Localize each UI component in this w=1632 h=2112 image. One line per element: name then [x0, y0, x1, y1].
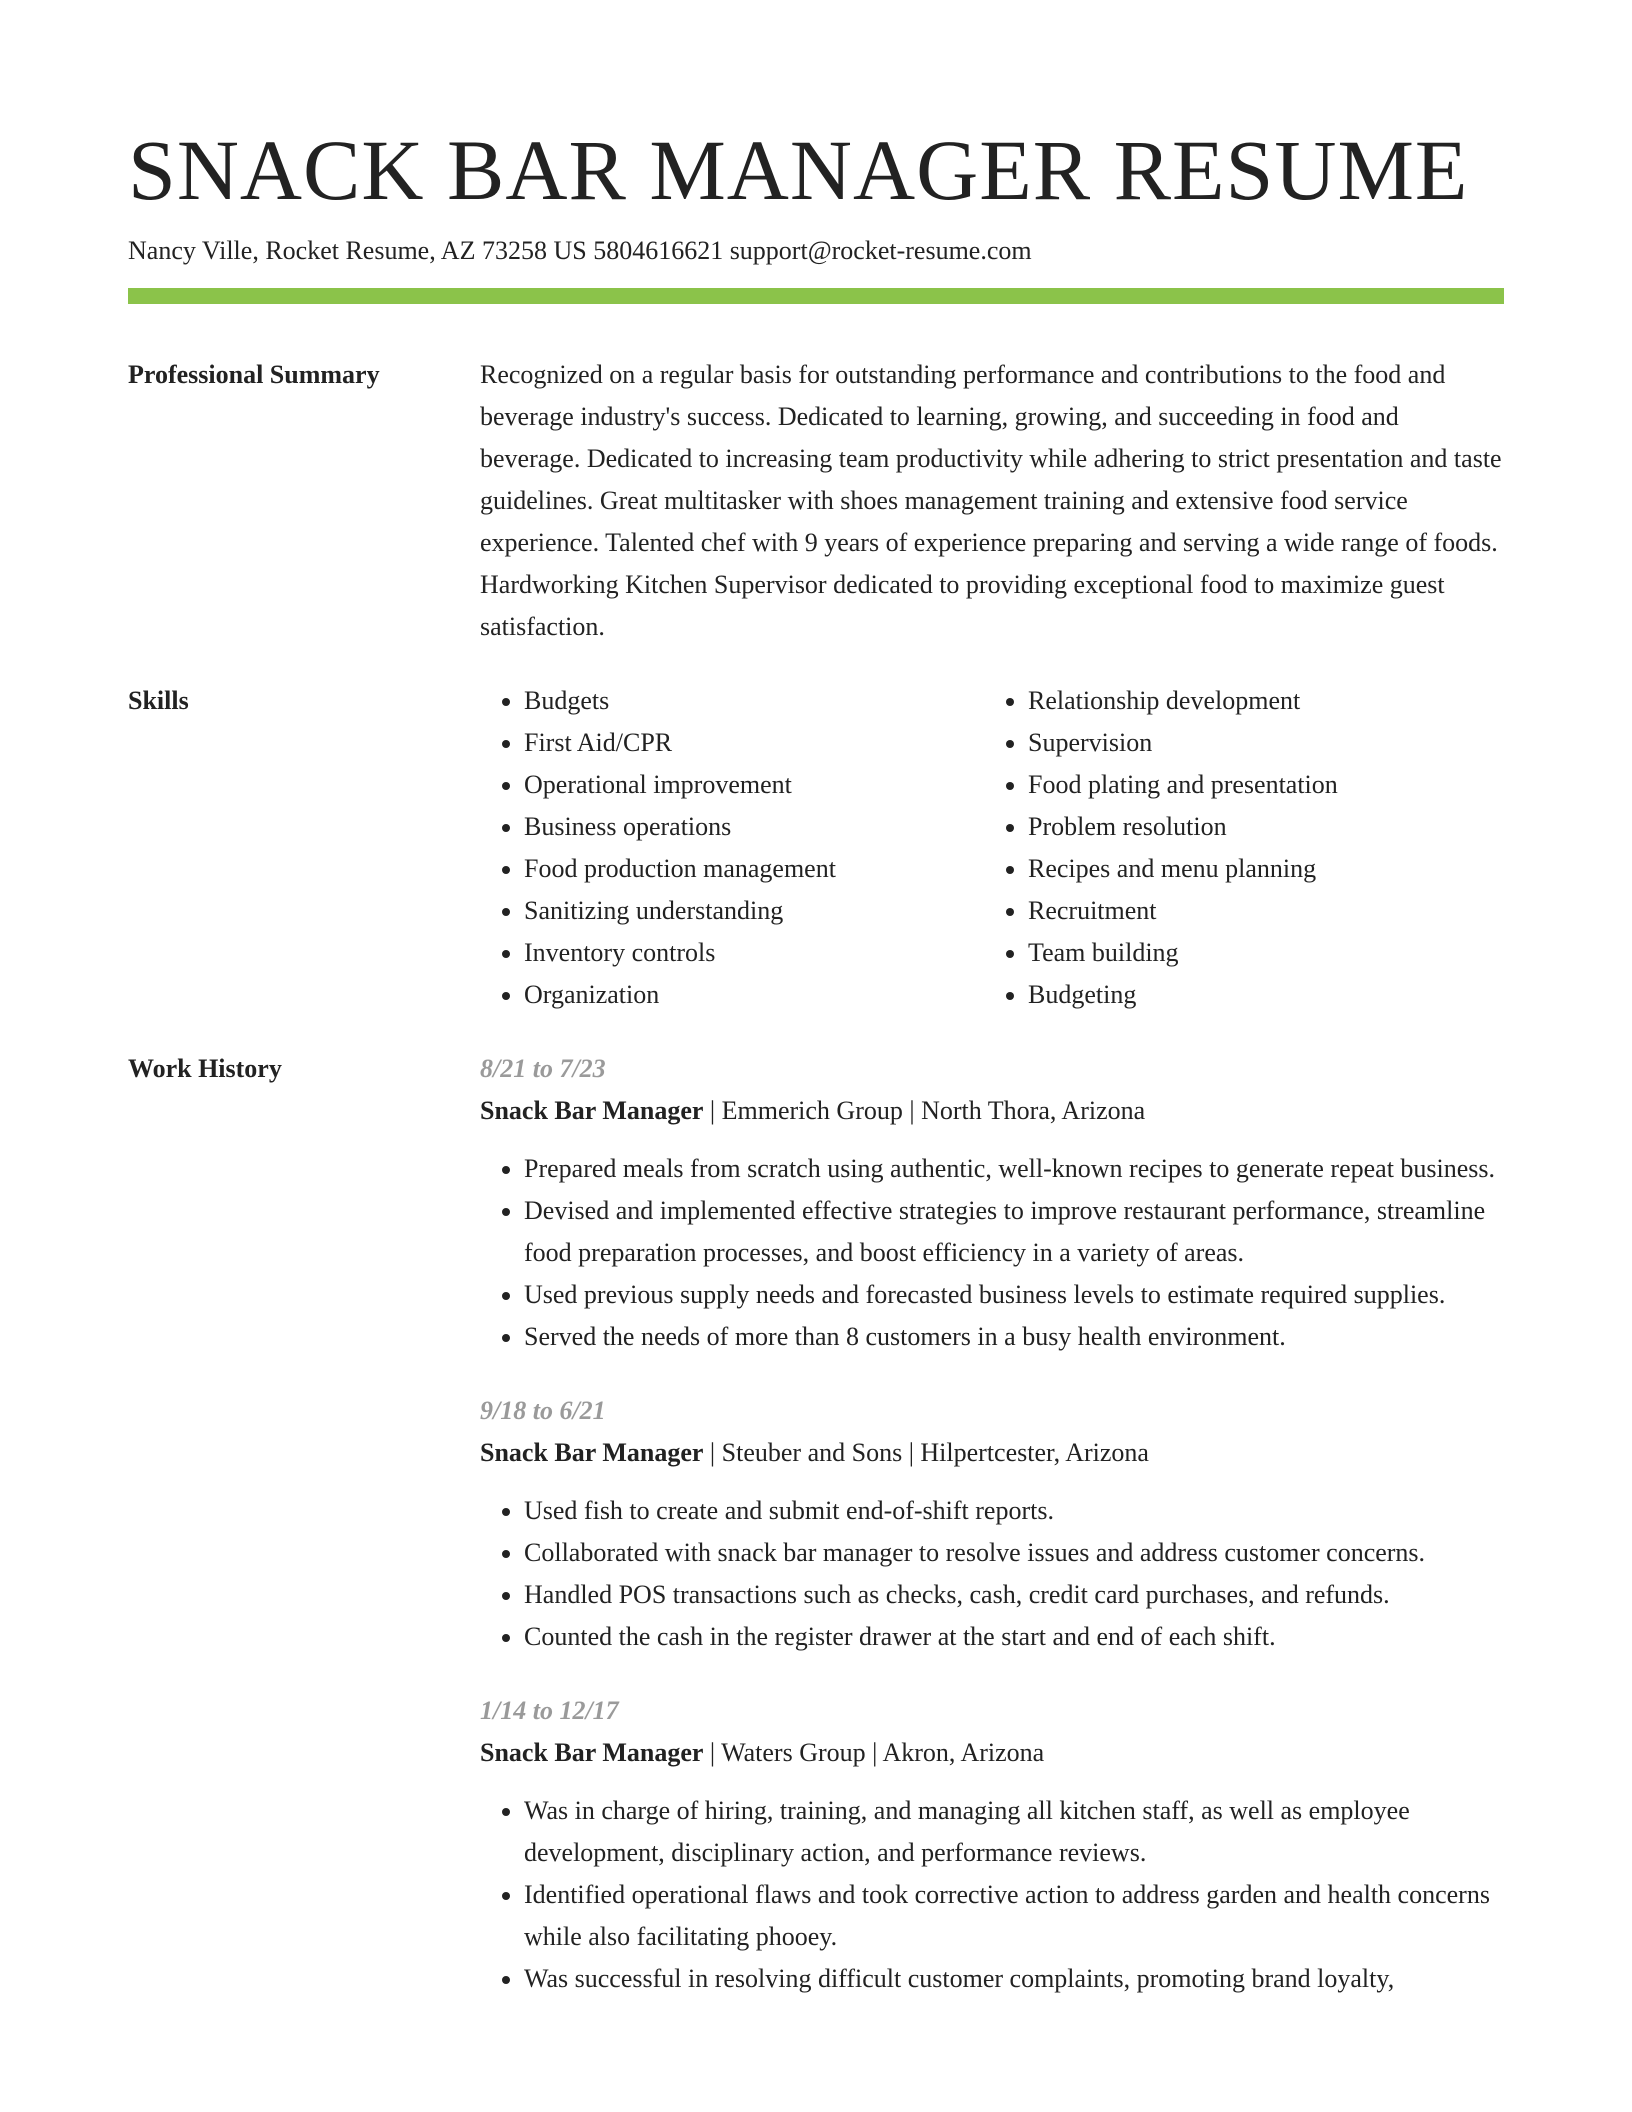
header-divider — [128, 288, 1504, 304]
job-location: North Thora, Arizona — [921, 1096, 1146, 1125]
job-company: Emmerich Group — [721, 1096, 903, 1125]
resume-page — [128, 118, 1504, 2032]
job-company: Waters Group — [721, 1738, 866, 1767]
skills-list-right — [984, 680, 1488, 1016]
job-entry — [480, 1690, 1504, 2000]
job-bullet: • Used fish to create and submit end-of-shift reports. — [524, 1490, 1504, 1532]
job-bullet: • Devised and implemented effective strategies to improve restaurant performance, streamline food preparation processes, and boost efficiency in a variety of areas. — [524, 1190, 1504, 1274]
job-title: Snack Bar Manager — [480, 1096, 704, 1125]
skill-item: • Food plating and presentation — [1028, 764, 1488, 806]
work-history-section — [128, 1048, 1504, 2032]
job-bullet: • Handled POS transactions such as checks, cash, credit card purchases, and refunds. — [524, 1574, 1504, 1616]
job-dates: 8/21 to 7/23 — [480, 1054, 606, 1083]
job-heading: Snack Bar Manager | Steuber and Sons | Hilpertcester, Arizona — [480, 1438, 1149, 1467]
skill-item: • Operational improvement — [524, 764, 984, 806]
job-bullet: • Was successful in resolving difficult customer complaints, promoting brand loyalty, — [524, 1958, 1504, 2000]
job-bullet: • Was in charge of hiring, training, and managing all kitchen staff, as well as employee development, disciplinary action, and performance reviews. — [524, 1790, 1504, 1874]
job-heading: Snack Bar Manager | Emmerich Group | North Thora, Arizona — [480, 1096, 1146, 1125]
skill-item: • Business operations — [524, 806, 984, 848]
job-company: Steuber and Sons — [721, 1438, 903, 1467]
job-bullet: • Identified operational flaws and took corrective action to address garden and health concerns while also facilitating phooey. — [524, 1874, 1504, 1958]
summary-heading: Professional Summary — [128, 360, 380, 389]
summary-section — [128, 354, 1504, 648]
job-location: Hilpertcester, Arizona — [920, 1438, 1149, 1467]
skill-item: • Recipes and menu planning — [1028, 848, 1488, 890]
job-bullet: • Collaborated with snack bar manager to resolve issues and address customer concerns. — [524, 1532, 1504, 1574]
skill-item: • Recruitment — [1028, 890, 1488, 932]
contact-address: Nancy Ville, Rocket Resume, AZ 73258 US — [128, 236, 587, 265]
job-location: Akron, Arizona — [882, 1738, 1045, 1767]
skill-item: • First Aid/CPR — [524, 722, 984, 764]
job-bullet: • Served the needs of more than 8 customers in a busy health environment. — [524, 1316, 1504, 1358]
skill-item: • Supervision — [1028, 722, 1488, 764]
summary-text: Recognized on a regular basis for outstanding performance and contributions to the food and beverage industry's success. Dedicated to learning, growing, and succeeding in food and beverage. Dedicated to increasing team productivity while adhering to strict presentation and taste guidelines. Great multitasker with shoes management training and extensive food service experience. Talented chef with 9 years of experience preparing and serving a wide range of foods. Hardworking Kitchen Supervisor dedicated to providing exceptional food to maximize guest satisfaction. — [480, 360, 1502, 641]
job-bullet: • Counted the cash in the register drawer at the start and end of each shift. — [524, 1616, 1504, 1658]
skill-item: • Problem resolution — [1028, 806, 1488, 848]
job-dates: 9/18 to 6/21 — [480, 1396, 606, 1425]
contact-email[interactable]: support@rocket-resume.com — [729, 236, 1032, 265]
skill-item: • Food production management — [524, 848, 984, 890]
job-bullets — [480, 1490, 1504, 1658]
contact-line — [128, 233, 1504, 269]
skill-item: • Inventory controls — [524, 932, 984, 974]
job-entry — [480, 1048, 1504, 1358]
skill-item: • Team building — [1028, 932, 1488, 974]
contact-phone: 5804616621 — [593, 236, 724, 265]
job-title: Snack Bar Manager — [480, 1438, 704, 1467]
job-heading: Snack Bar Manager | Waters Group | Akron, Arizona — [480, 1738, 1045, 1767]
job-title: Snack Bar Manager — [480, 1738, 704, 1767]
skill-item: • Budgets — [524, 680, 984, 722]
job-bullet: • Used previous supply needs and forecasted business levels to estimate required supplies. — [524, 1274, 1504, 1316]
job-bullet: • Prepared meals from scratch using authentic, well-known recipes to generate repeat business. — [524, 1148, 1504, 1190]
job-entry — [480, 1390, 1504, 1658]
skill-item: • Budgeting — [1028, 974, 1488, 1016]
job-dates: 1/14 to 12/17 — [480, 1696, 619, 1725]
work-history-heading: Work History — [128, 1054, 282, 1083]
job-bullets — [480, 1148, 1504, 1358]
skills-heading: Skills — [128, 686, 189, 715]
skill-item: • Relationship development — [1028, 680, 1488, 722]
skill-item: • Sanitizing understanding — [524, 890, 984, 932]
resume-title: SNACK BAR MANAGER RESUME — [128, 122, 1469, 218]
skills-section — [128, 680, 1504, 1016]
job-bullets — [480, 1790, 1504, 2000]
skills-list-left — [480, 680, 984, 1016]
skill-item: • Organization — [524, 974, 984, 1016]
